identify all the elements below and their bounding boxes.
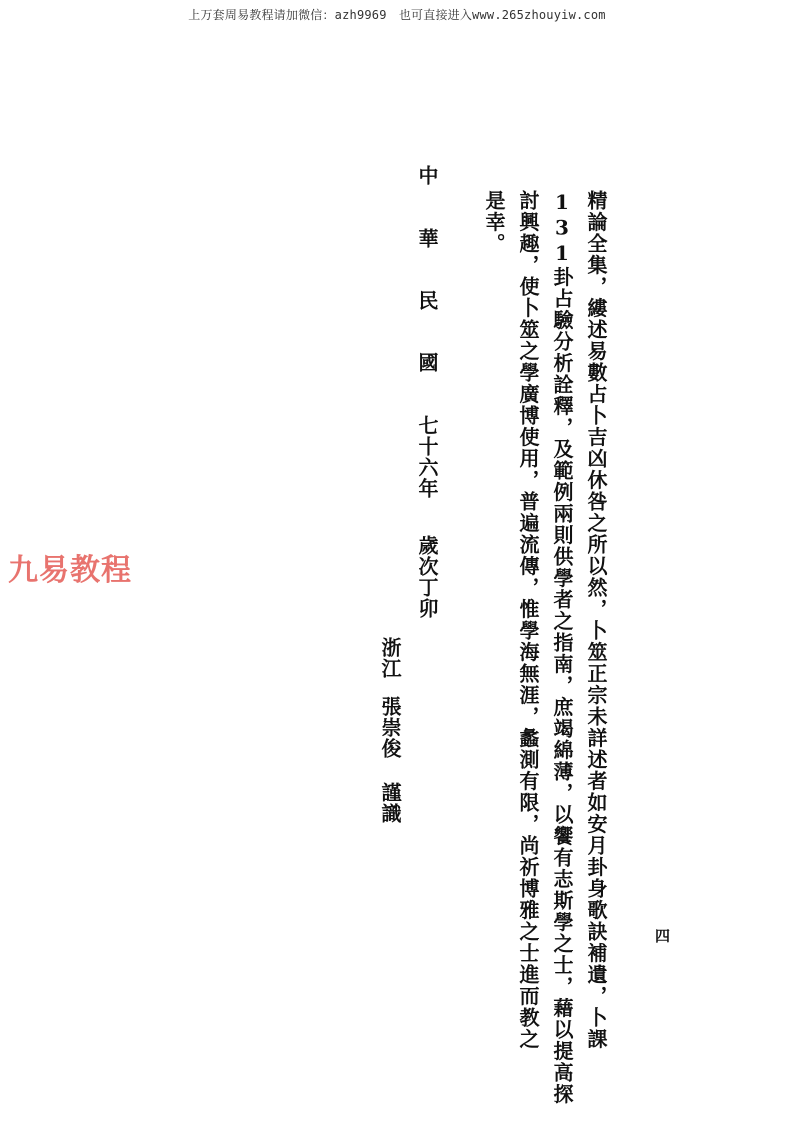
date-era-char: 民 [415,290,439,311]
body-column-2: 131卦占驗分析詮釋，及範例兩則供學者之指南，庶竭綿薄，以饗有志斯學之士，藉以提高探 [550,190,574,1105]
watermark-logo-text: 九易教程 [8,553,132,588]
signature-name: 張崇俊 [378,696,402,759]
page-header-watermark-text: 上万套周易教程请加微信：azh9969 也可直接进入www.265zhouyiw.com [188,8,606,22]
signature-closing: 謹識 [378,782,402,824]
date-ganzhi: 歲次丁卯 [415,535,439,619]
body-column-4: 是幸。 [482,190,506,255]
date-year: 七十六年 [415,415,439,499]
body-column-1: 精論全集，縷述易數占卜吉凶休咎之所以然，卜筮正宗未詳述者如安月卦身歌訣補遺，卜課 [584,190,608,1050]
date-era-char: 國 [415,352,439,373]
date-era-char: 中 [415,165,439,186]
date-era-char: 華 [415,228,439,249]
page-number: 四 [655,927,671,945]
signature-place: 浙江 [378,637,402,679]
body-column-3: 討興趣，使卜筮之學廣博使用，普遍流傳，惟學海無涯，蠡測有限，尚祈博雅之士進而教之 [516,190,540,1050]
